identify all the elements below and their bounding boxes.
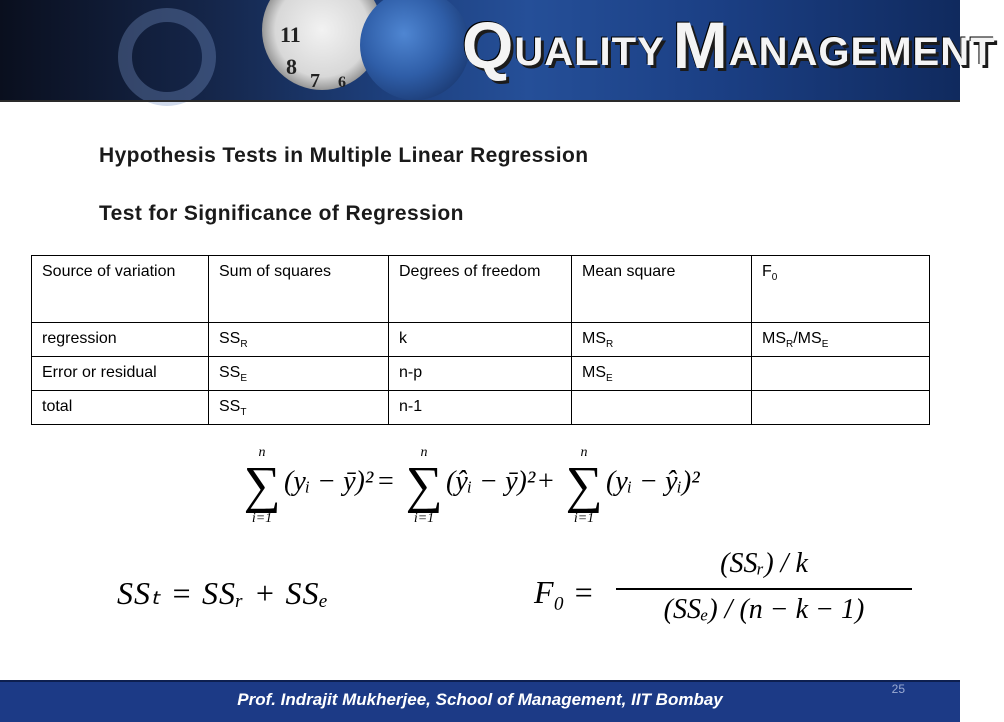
clock-numeral: 7 xyxy=(310,70,320,92)
table-row xyxy=(32,323,930,357)
banner-title-q-rest: UALITY xyxy=(514,30,665,74)
ms-label: MS xyxy=(582,364,606,381)
term-error: (yᵢ − ŷᵢ)² xyxy=(606,466,700,497)
sum-lower: i=1 xyxy=(413,511,435,526)
clock-numeral: 6 xyxy=(338,74,346,91)
cell-f xyxy=(752,357,930,391)
header-f-sub: 0 xyxy=(771,272,778,284)
sigma-icon: ∑ xyxy=(565,457,603,514)
slide-number: 25 xyxy=(891,682,905,696)
header-cell xyxy=(752,256,930,323)
slide-title: Hypothesis Tests in Multiple Linear Regression xyxy=(99,144,589,167)
cell-df: n-p xyxy=(389,357,572,391)
sum-lower: i=1 xyxy=(251,511,273,526)
header-cell: Sum of squares xyxy=(209,256,389,323)
sum-upper: n xyxy=(580,445,588,460)
f-den-sub: E xyxy=(821,339,829,351)
summation-1 xyxy=(240,446,284,526)
sigma-icon: ∑ xyxy=(243,457,281,514)
cell-ss xyxy=(209,323,389,357)
summation-2 xyxy=(402,446,446,526)
cell-ms xyxy=(572,323,752,357)
cell-source: regression xyxy=(32,323,209,357)
f-num-sub: R xyxy=(786,339,794,351)
footer-bar xyxy=(0,680,960,722)
cell-df: k xyxy=(389,323,572,357)
f0-lhs: F₀ = xyxy=(534,574,595,610)
fraction-bar xyxy=(616,588,912,590)
ss-label: SS xyxy=(219,364,241,381)
ss-label: SS xyxy=(219,398,241,415)
cell-ms xyxy=(572,357,752,391)
cell-f xyxy=(752,323,930,357)
banner-title xyxy=(462,8,1004,82)
ms-sub: E xyxy=(606,373,613,385)
table-row xyxy=(32,391,930,425)
term-total: (yᵢ − ȳ)² xyxy=(284,466,374,497)
f0-formula xyxy=(534,548,914,634)
term-regression: (ŷᵢ − ȳ)² xyxy=(446,466,536,497)
anova-table xyxy=(31,255,930,425)
header-banner xyxy=(0,0,996,100)
ss-sub: T xyxy=(240,407,247,419)
cell-source: Error or residual xyxy=(32,357,209,391)
table-row xyxy=(32,357,930,391)
f0-denominator: (SSₑ) / (n − k − 1) xyxy=(663,594,865,625)
banner-title-m-rest: ANAGEMENT xyxy=(728,30,996,74)
ms-sub: R xyxy=(606,339,614,351)
sum-upper: n xyxy=(420,445,428,460)
ss-decomposition-equation xyxy=(240,446,700,526)
globe-image xyxy=(360,0,470,100)
banner-divider xyxy=(0,100,960,102)
f-den: /MS xyxy=(793,330,822,347)
sst-equation: SSₜ = SSᵣ + SSₑ xyxy=(117,575,329,611)
ss-sub: E xyxy=(240,373,248,385)
f0-numerator: (SSᵣ) / k xyxy=(720,548,808,579)
summation-3 xyxy=(562,446,606,526)
header-cell: Degrees of freedom xyxy=(389,256,572,323)
table-header-row xyxy=(32,256,930,323)
slide-subtitle: Test for Significance of Regression xyxy=(99,202,464,225)
header-cell: Source of variation xyxy=(32,256,209,323)
sum-lower: i=1 xyxy=(573,511,595,526)
header-f: F xyxy=(762,263,772,280)
ss-label: SS xyxy=(219,330,241,347)
clock-numeral: 11 xyxy=(280,22,301,47)
cell-source: total xyxy=(32,391,209,425)
ss-sub: R xyxy=(240,339,248,351)
cell-ss xyxy=(209,391,389,425)
clock-numeral: 8 xyxy=(286,54,297,79)
banner-title-m: M xyxy=(672,8,729,82)
equals-sign: = xyxy=(378,466,394,497)
cell-ss xyxy=(209,357,389,391)
f-num: MS xyxy=(762,330,786,347)
ms-label: MS xyxy=(582,330,606,347)
header-cell: Mean square xyxy=(572,256,752,323)
banner-title-q: Q xyxy=(462,8,515,82)
footer-credit: Prof. Indrajit Mukherjee, School of Management, IIT Bombay xyxy=(237,690,723,709)
cell-ms xyxy=(572,391,752,425)
cell-df: n-1 xyxy=(389,391,572,425)
cell-f xyxy=(752,391,930,425)
banner-q-watermark xyxy=(118,8,216,106)
sigma-icon: ∑ xyxy=(405,457,443,514)
plus-sign: + xyxy=(538,466,554,497)
sum-upper: n xyxy=(258,445,266,460)
